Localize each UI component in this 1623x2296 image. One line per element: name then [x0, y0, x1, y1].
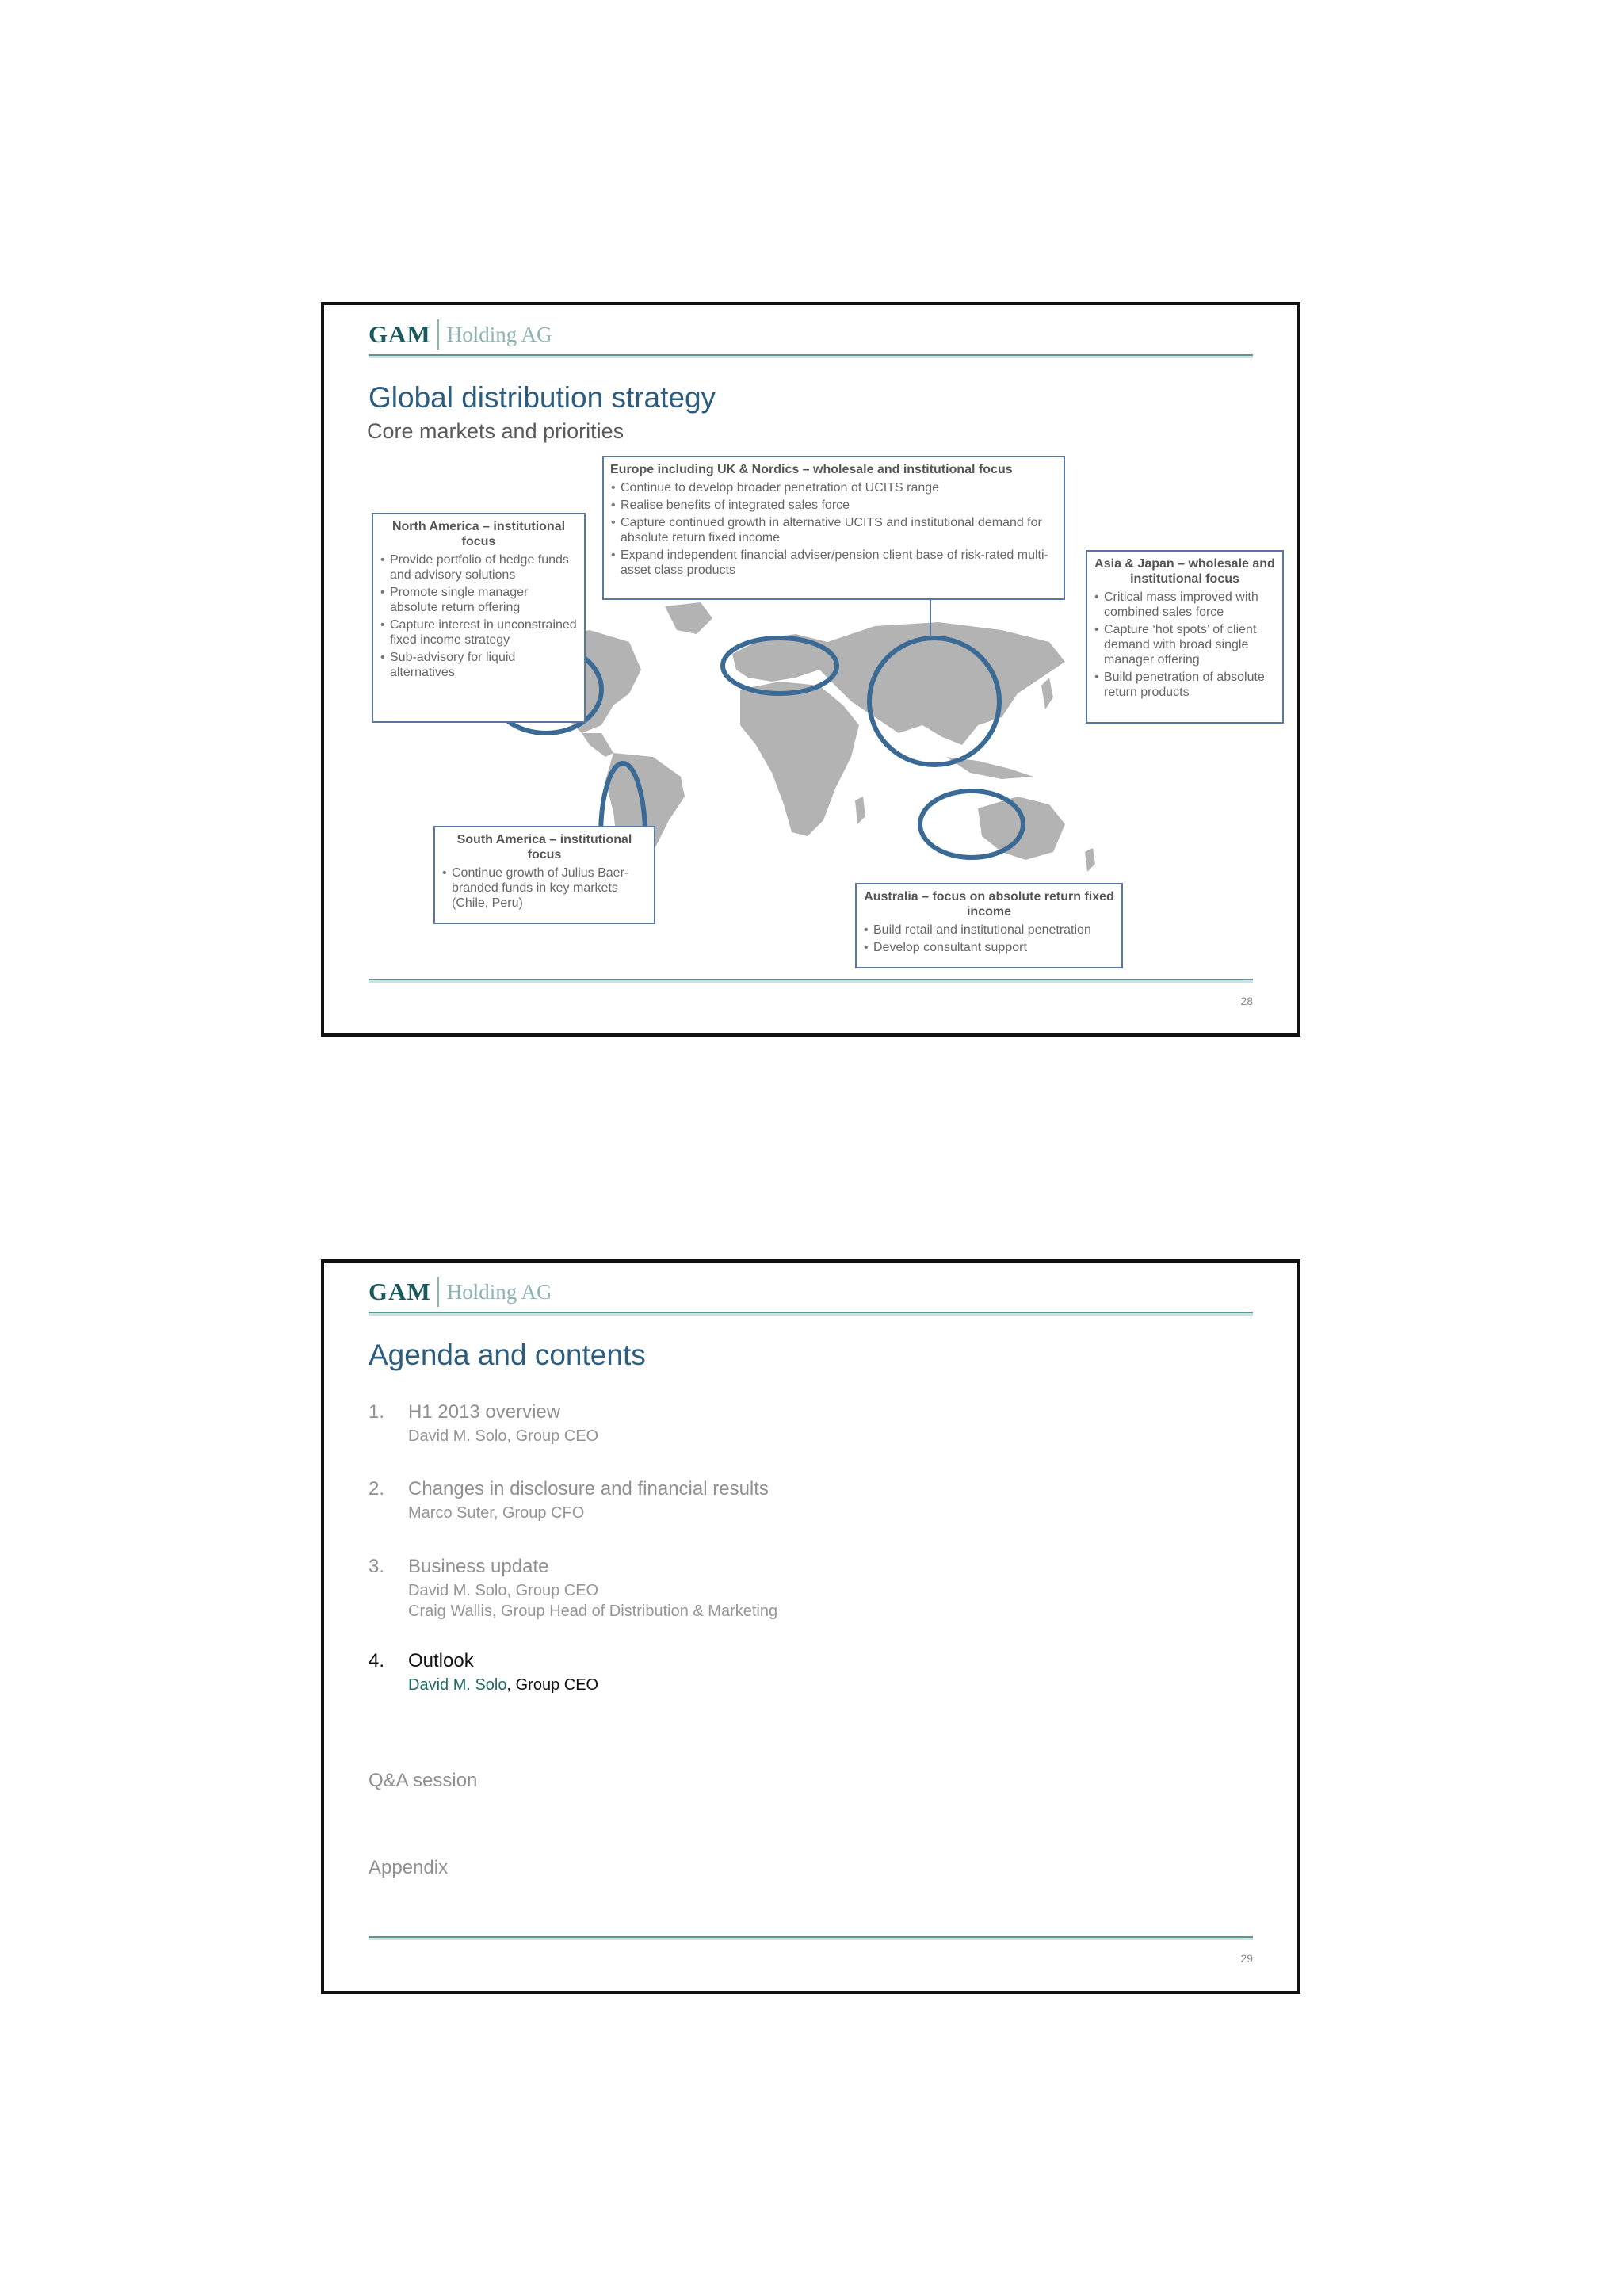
agenda-number: 1.	[369, 1401, 385, 1423]
footer-rule	[369, 1936, 1253, 1940]
header-rule	[369, 1312, 1253, 1316]
page-number: 28	[1240, 995, 1253, 1007]
asia-bullet: • Build penetration of absolute return products	[1094, 670, 1276, 700]
qa-session: Q&A session	[369, 1770, 478, 1791]
north-america-heading: North America – institutional focus	[391, 520, 566, 548]
footer-rule	[369, 979, 1253, 983]
agenda-speaker	[408, 1676, 598, 1694]
agenda-speaker: David M. Solo, Group CEO	[408, 1582, 599, 1599]
australia-bullet: • Develop consultant support	[863, 940, 1115, 955]
agenda-label: Business update	[408, 1556, 549, 1577]
gam-logo	[369, 319, 552, 350]
appendix: Appendix	[369, 1857, 449, 1878]
agenda-speaker: David M. Solo, Group CEO	[408, 1427, 599, 1445]
europe-bullet: • Capture continued growth in alternative UCITS and institutional demand for absolute return fixed income	[610, 515, 1057, 545]
speaker-name: David M. Solo	[408, 1676, 507, 1694]
australia-heading: Australia – focus on absolute return fixed income	[864, 890, 1114, 919]
slide-title: Agenda and contents	[369, 1339, 646, 1371]
agenda-label: Outlook	[408, 1650, 474, 1671]
logo-holding: Holding AG	[446, 322, 552, 346]
logo-separator	[437, 1277, 439, 1307]
europe-bullet: • Realise benefits of integrated sales force	[610, 498, 1057, 513]
slide-agenda	[321, 1259, 1300, 1994]
europe-callout	[602, 456, 1065, 600]
north-america-bullet: • Provide portfolio of hedge funds and advisory solutions	[380, 552, 578, 583]
south-america-bullet: • Continue growth of Julius Baer-branded funds in key markets (Chile, Peru)	[441, 865, 647, 911]
europe-heading: Europe including UK & Nordics – wholesale and institutional focus	[610, 463, 1013, 476]
north-america-bullet: • Capture interest in unconstrained fixed income strategy	[380, 617, 578, 648]
australia-callout	[855, 883, 1123, 968]
north-america-callout	[372, 513, 586, 723]
page-number: 29	[1240, 1952, 1253, 1965]
asia-bullet: • Capture ‘hot spots’ of client demand with broad single manager offering	[1094, 622, 1276, 667]
south-america-heading: South America – institutional focus	[456, 833, 632, 861]
agenda-number: 3.	[369, 1556, 385, 1577]
europe-bullet: • Expand independent financial adviser/pension client base of risk-rated multi-asset class products	[610, 548, 1057, 578]
europe-bullet: • Continue to develop broader penetration of UCITS range	[610, 480, 1057, 495]
logo-gam: GAM	[369, 320, 431, 348]
speaker-role: , Group CEO	[506, 1676, 599, 1694]
asia-callout	[1086, 550, 1284, 724]
gam-logo	[369, 1277, 552, 1307]
slide-subtitle: Core markets and priorities	[367, 419, 624, 443]
logo-separator	[437, 319, 439, 350]
slide-title: Global distribution strategy	[369, 381, 716, 414]
asia-heading: Asia & Japan – wholesale and institutional focus	[1094, 557, 1275, 586]
logo-holding: Holding AG	[446, 1279, 552, 1304]
north-america-bullet: • Sub-advisory for liquid alternatives	[380, 650, 578, 680]
header-rule	[369, 354, 1253, 358]
asia-bullet: • Critical mass improved with combined sales force	[1094, 590, 1276, 620]
agenda-label: Changes in disclosure and financial results	[408, 1478, 769, 1499]
south-america-callout	[433, 826, 655, 924]
agenda-number: 2.	[369, 1478, 385, 1499]
agenda-number: 4.	[369, 1650, 385, 1671]
agenda-speaker: Craig Wallis, Group Head of Distribution & Marketing	[408, 1603, 778, 1620]
north-america-bullet: • Promote single manager absolute return offering	[380, 585, 578, 615]
agenda-label: H1 2013 overview	[408, 1401, 561, 1423]
australia-bullet: • Build retail and institutional penetration	[863, 923, 1115, 938]
slide-global-distribution	[321, 302, 1300, 1037]
agenda-speaker: Marco Suter, Group CFO	[408, 1504, 585, 1522]
logo-gam: GAM	[369, 1278, 431, 1305]
